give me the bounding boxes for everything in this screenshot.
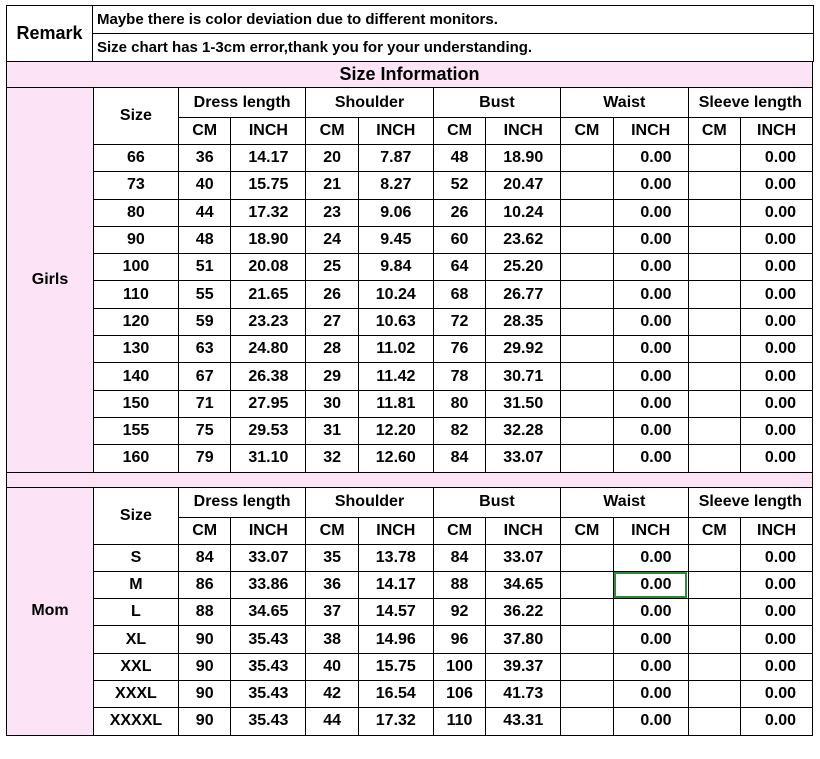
value-cell[interactable]: 24.80 bbox=[231, 336, 306, 363]
value-cell[interactable]: 21 bbox=[306, 172, 359, 199]
size-header: Size bbox=[93, 487, 178, 544]
group-header: Dress length bbox=[178, 88, 305, 118]
value-cell[interactable]: 32 bbox=[306, 445, 359, 472]
value-cell[interactable]: 72 bbox=[433, 308, 486, 335]
value-cell[interactable] bbox=[561, 254, 614, 281]
value-cell[interactable]: 100 bbox=[433, 653, 486, 680]
size-cell[interactable]: 120 bbox=[93, 308, 178, 335]
group-header: Shoulder bbox=[306, 88, 433, 118]
table-row bbox=[7, 199, 813, 226]
value-cell[interactable]: 0.00 bbox=[741, 653, 813, 680]
value-cell[interactable]: 9.84 bbox=[358, 254, 433, 281]
value-cell[interactable]: 96 bbox=[433, 626, 486, 653]
inch-header: INCH bbox=[741, 517, 813, 544]
size-cell[interactable]: 73 bbox=[93, 172, 178, 199]
value-cell[interactable]: 39.37 bbox=[486, 653, 561, 680]
size-cell[interactable]: 100 bbox=[93, 254, 178, 281]
cm-header: CM bbox=[433, 118, 486, 145]
value-cell[interactable]: 35.43 bbox=[231, 708, 306, 735]
table-row bbox=[7, 571, 813, 598]
table-row bbox=[7, 445, 813, 472]
table-row bbox=[7, 254, 813, 281]
value-cell[interactable]: 20.47 bbox=[486, 172, 561, 199]
value-cell[interactable]: 55 bbox=[178, 281, 231, 308]
cm-header: CM bbox=[688, 118, 741, 145]
value-cell[interactable] bbox=[688, 172, 741, 199]
value-cell[interactable] bbox=[688, 199, 741, 226]
value-cell[interactable]: 38 bbox=[306, 626, 359, 653]
value-cell[interactable] bbox=[688, 653, 741, 680]
value-cell[interactable] bbox=[688, 544, 741, 571]
inch-header: INCH bbox=[486, 517, 561, 544]
value-cell[interactable]: 18.90 bbox=[231, 226, 306, 253]
value-cell[interactable]: 7.87 bbox=[358, 145, 433, 172]
value-cell[interactable]: 80 bbox=[433, 390, 486, 417]
size-cell[interactable]: 140 bbox=[93, 363, 178, 390]
value-cell[interactable]: 11.42 bbox=[358, 363, 433, 390]
value-cell[interactable]: 23.62 bbox=[486, 226, 561, 253]
table-row bbox=[7, 363, 813, 390]
value-cell[interactable]: 0.00 bbox=[613, 681, 688, 708]
value-cell[interactable]: 35.43 bbox=[231, 653, 306, 680]
section-label-mom: Mom bbox=[7, 487, 94, 735]
value-cell[interactable]: 33.07 bbox=[486, 445, 561, 472]
value-cell[interactable]: 35.43 bbox=[231, 626, 306, 653]
value-cell[interactable]: 30.71 bbox=[486, 363, 561, 390]
value-cell[interactable]: 67 bbox=[178, 363, 231, 390]
value-cell[interactable] bbox=[688, 390, 741, 417]
value-cell[interactable]: 25 bbox=[306, 254, 359, 281]
value-cell[interactable]: 15.75 bbox=[358, 653, 433, 680]
value-cell[interactable] bbox=[688, 599, 741, 626]
value-cell[interactable] bbox=[561, 226, 614, 253]
value-cell[interactable]: 8.27 bbox=[358, 172, 433, 199]
value-cell[interactable]: 14.96 bbox=[358, 626, 433, 653]
value-cell[interactable]: 9.06 bbox=[358, 199, 433, 226]
value-cell[interactable] bbox=[561, 417, 614, 444]
value-cell[interactable]: 88 bbox=[178, 599, 231, 626]
value-cell[interactable]: 90 bbox=[178, 626, 231, 653]
value-cell[interactable]: 37 bbox=[306, 599, 359, 626]
value-cell[interactable]: 0.00 bbox=[741, 599, 813, 626]
value-cell[interactable]: 40 bbox=[306, 653, 359, 680]
value-cell[interactable]: 34.65 bbox=[231, 599, 306, 626]
value-cell[interactable]: 26.77 bbox=[486, 281, 561, 308]
value-cell[interactable]: 20.08 bbox=[231, 254, 306, 281]
value-cell[interactable]: 33.86 bbox=[231, 571, 306, 598]
value-cell[interactable]: 0.00 bbox=[741, 172, 813, 199]
value-cell[interactable] bbox=[561, 626, 614, 653]
size-chart-sheet bbox=[6, 5, 813, 736]
value-cell[interactable]: 0.00 bbox=[613, 308, 688, 335]
group-header: Dress length bbox=[178, 487, 305, 517]
size-cell[interactable]: XXXXL bbox=[93, 708, 178, 735]
value-cell[interactable]: 0.00 bbox=[613, 445, 688, 472]
value-cell[interactable] bbox=[561, 599, 614, 626]
value-cell[interactable]: 33.07 bbox=[231, 544, 306, 571]
value-cell[interactable]: 90 bbox=[178, 681, 231, 708]
value-cell[interactable]: 36.22 bbox=[486, 599, 561, 626]
size-cell[interactable]: M bbox=[93, 571, 178, 598]
value-cell[interactable]: 0.00 bbox=[741, 390, 813, 417]
value-cell[interactable] bbox=[688, 308, 741, 335]
value-cell[interactable]: 37.80 bbox=[486, 626, 561, 653]
value-cell[interactable]: 20 bbox=[306, 145, 359, 172]
value-cell[interactable] bbox=[561, 199, 614, 226]
value-cell[interactable]: 17.32 bbox=[231, 199, 306, 226]
size-cell[interactable]: 130 bbox=[93, 336, 178, 363]
value-cell[interactable]: 86 bbox=[178, 571, 231, 598]
value-cell[interactable]: 0.00 bbox=[613, 199, 688, 226]
value-cell[interactable]: 18.90 bbox=[486, 145, 561, 172]
value-cell[interactable]: 33.07 bbox=[486, 544, 561, 571]
section-gap bbox=[7, 472, 813, 487]
inch-header: INCH bbox=[613, 517, 688, 544]
value-cell[interactable] bbox=[561, 145, 614, 172]
value-cell[interactable] bbox=[561, 571, 614, 598]
value-cell[interactable]: 44 bbox=[306, 708, 359, 735]
size-cell[interactable]: 110 bbox=[93, 281, 178, 308]
value-cell[interactable]: 10.24 bbox=[486, 199, 561, 226]
value-cell[interactable]: 24 bbox=[306, 226, 359, 253]
value-cell[interactable] bbox=[688, 336, 741, 363]
value-cell[interactable]: 88 bbox=[433, 571, 486, 598]
value-cell[interactable]: 75 bbox=[178, 417, 231, 444]
inch-header: INCH bbox=[358, 118, 433, 145]
remark-table bbox=[6, 5, 814, 62]
value-cell[interactable]: 0.00 bbox=[613, 226, 688, 253]
value-cell[interactable]: 41.73 bbox=[486, 681, 561, 708]
value-cell[interactable]: 84 bbox=[433, 445, 486, 472]
value-cell[interactable]: 26.38 bbox=[231, 363, 306, 390]
size-header: Size bbox=[93, 88, 178, 145]
value-cell[interactable]: 0.00 bbox=[613, 599, 688, 626]
value-cell[interactable]: 0.00 bbox=[741, 417, 813, 444]
size-cell[interactable]: 66 bbox=[93, 145, 178, 172]
remark-label: Remark bbox=[7, 6, 93, 62]
value-cell[interactable]: 0.00 bbox=[741, 363, 813, 390]
value-cell[interactable]: 0.00 bbox=[613, 708, 688, 735]
value-cell[interactable]: 0.00 bbox=[613, 145, 688, 172]
value-cell[interactable]: 15.75 bbox=[231, 172, 306, 199]
value-cell[interactable]: 28 bbox=[306, 336, 359, 363]
value-cell[interactable]: 23 bbox=[306, 199, 359, 226]
value-cell[interactable]: 0.00 bbox=[613, 172, 688, 199]
value-cell[interactable]: 31.50 bbox=[486, 390, 561, 417]
value-cell[interactable]: 76 bbox=[433, 336, 486, 363]
value-cell[interactable]: 29.92 bbox=[486, 336, 561, 363]
value-cell[interactable]: 82 bbox=[433, 417, 486, 444]
value-cell[interactable]: 0.00 bbox=[613, 336, 688, 363]
value-cell[interactable]: 14.17 bbox=[358, 571, 433, 598]
value-cell[interactable]: 26 bbox=[306, 281, 359, 308]
value-cell[interactable]: 0.00 bbox=[613, 363, 688, 390]
inch-header: INCH bbox=[358, 517, 433, 544]
table-row bbox=[7, 390, 813, 417]
cm-header: CM bbox=[306, 118, 359, 145]
value-cell[interactable] bbox=[561, 390, 614, 417]
value-cell[interactable]: 0.00 bbox=[741, 708, 813, 735]
inch-header: INCH bbox=[231, 118, 306, 145]
column-header-row bbox=[7, 487, 813, 517]
value-cell[interactable]: 35.43 bbox=[231, 681, 306, 708]
table-row bbox=[7, 544, 813, 571]
value-cell[interactable] bbox=[561, 281, 614, 308]
value-cell[interactable] bbox=[688, 626, 741, 653]
value-cell[interactable]: 106 bbox=[433, 681, 486, 708]
value-cell[interactable]: 16.54 bbox=[358, 681, 433, 708]
value-cell[interactable]: 14.17 bbox=[231, 145, 306, 172]
cm-header: CM bbox=[688, 517, 741, 544]
value-cell[interactable] bbox=[561, 363, 614, 390]
value-cell[interactable]: 27.95 bbox=[231, 390, 306, 417]
value-cell[interactable]: 40 bbox=[178, 172, 231, 199]
value-cell[interactable]: 9.45 bbox=[358, 226, 433, 253]
value-cell[interactable]: 110 bbox=[433, 708, 486, 735]
value-cell[interactable] bbox=[688, 445, 741, 472]
value-cell[interactable]: 52 bbox=[433, 172, 486, 199]
value-cell[interactable]: 48 bbox=[178, 226, 231, 253]
remark-line-2: Size chart has 1-3cm error,thank you for your understanding. bbox=[93, 34, 814, 62]
value-cell[interactable]: 71 bbox=[178, 390, 231, 417]
size-information-table bbox=[6, 62, 813, 736]
remark-line-1: Maybe there is color deviation due to different monitors. bbox=[93, 6, 814, 34]
value-cell[interactable]: 29.53 bbox=[231, 417, 306, 444]
value-cell[interactable] bbox=[688, 363, 741, 390]
value-cell[interactable]: 43.31 bbox=[486, 708, 561, 735]
selected-cell[interactable]: 0.00 bbox=[613, 571, 688, 598]
value-cell[interactable]: 0.00 bbox=[613, 417, 688, 444]
value-cell[interactable]: 0.00 bbox=[613, 626, 688, 653]
group-header: Sleeve length bbox=[688, 487, 812, 517]
group-header: Bust bbox=[433, 88, 560, 118]
size-cell[interactable]: 80 bbox=[93, 199, 178, 226]
size-cell[interactable]: XL bbox=[93, 626, 178, 653]
value-cell[interactable]: 48 bbox=[433, 145, 486, 172]
group-header: Waist bbox=[561, 88, 688, 118]
value-cell[interactable]: 0.00 bbox=[741, 254, 813, 281]
value-cell[interactable]: 42 bbox=[306, 681, 359, 708]
value-cell[interactable]: 32.28 bbox=[486, 417, 561, 444]
value-cell[interactable]: 64 bbox=[433, 254, 486, 281]
value-cell[interactable] bbox=[561, 653, 614, 680]
cm-header: CM bbox=[178, 517, 231, 544]
inch-header: INCH bbox=[741, 118, 813, 145]
value-cell[interactable]: 29 bbox=[306, 363, 359, 390]
value-cell[interactable]: 0.00 bbox=[741, 145, 813, 172]
cm-header: CM bbox=[561, 517, 614, 544]
value-cell[interactable]: 13.78 bbox=[358, 544, 433, 571]
value-cell[interactable]: 14.57 bbox=[358, 599, 433, 626]
value-cell[interactable] bbox=[561, 708, 614, 735]
value-cell[interactable]: 84 bbox=[433, 544, 486, 571]
value-cell[interactable]: 68 bbox=[433, 281, 486, 308]
value-cell[interactable] bbox=[561, 681, 614, 708]
value-cell[interactable]: 23.23 bbox=[231, 308, 306, 335]
value-cell[interactable]: 17.32 bbox=[358, 708, 433, 735]
table-row bbox=[7, 417, 813, 444]
table-row bbox=[7, 336, 813, 363]
value-cell[interactable] bbox=[688, 226, 741, 253]
value-cell[interactable]: 26 bbox=[433, 199, 486, 226]
size-cell[interactable]: 90 bbox=[93, 226, 178, 253]
value-cell[interactable]: 60 bbox=[433, 226, 486, 253]
table-row bbox=[7, 226, 813, 253]
value-cell[interactable]: 44 bbox=[178, 199, 231, 226]
size-cell[interactable]: L bbox=[93, 599, 178, 626]
value-cell[interactable] bbox=[561, 172, 614, 199]
column-header-row bbox=[7, 88, 813, 118]
table-row bbox=[7, 626, 813, 653]
value-cell[interactable]: 30 bbox=[306, 390, 359, 417]
value-cell[interactable] bbox=[688, 708, 741, 735]
table-row bbox=[7, 681, 813, 708]
section-gap-cell bbox=[7, 472, 813, 487]
table-row bbox=[7, 145, 813, 172]
cm-header: CM bbox=[433, 517, 486, 544]
value-cell[interactable]: 28.35 bbox=[486, 308, 561, 335]
value-cell[interactable] bbox=[561, 336, 614, 363]
value-cell[interactable]: 79 bbox=[178, 445, 231, 472]
value-cell[interactable]: 34.65 bbox=[486, 571, 561, 598]
value-cell[interactable]: 25.20 bbox=[486, 254, 561, 281]
size-cell[interactable]: 150 bbox=[93, 390, 178, 417]
value-cell[interactable]: 36 bbox=[178, 145, 231, 172]
value-cell[interactable]: 0.00 bbox=[613, 390, 688, 417]
inch-header: INCH bbox=[231, 517, 306, 544]
table-row bbox=[7, 653, 813, 680]
value-cell[interactable]: 0.00 bbox=[613, 653, 688, 680]
value-cell[interactable] bbox=[561, 544, 614, 571]
table-row bbox=[7, 708, 813, 735]
value-cell[interactable]: 63 bbox=[178, 336, 231, 363]
value-cell[interactable]: 59 bbox=[178, 308, 231, 335]
value-cell[interactable] bbox=[688, 681, 741, 708]
value-cell[interactable]: 0.00 bbox=[741, 199, 813, 226]
cm-header: CM bbox=[561, 118, 614, 145]
table-row bbox=[7, 599, 813, 626]
value-cell[interactable] bbox=[688, 417, 741, 444]
value-cell[interactable]: 27 bbox=[306, 308, 359, 335]
value-cell[interactable]: 31.10 bbox=[231, 445, 306, 472]
value-cell[interactable]: 0.00 bbox=[613, 544, 688, 571]
group-header: Waist bbox=[561, 487, 688, 517]
inch-header: INCH bbox=[486, 118, 561, 145]
value-cell[interactable]: 84 bbox=[178, 544, 231, 571]
group-header: Shoulder bbox=[306, 487, 433, 517]
value-cell[interactable] bbox=[688, 571, 741, 598]
size-cell[interactable]: XXXL bbox=[93, 681, 178, 708]
value-cell[interactable]: 11.02 bbox=[358, 336, 433, 363]
table-row bbox=[7, 172, 813, 199]
value-cell[interactable]: 90 bbox=[178, 708, 231, 735]
value-cell[interactable]: 0.00 bbox=[741, 336, 813, 363]
value-cell[interactable]: 0.00 bbox=[741, 226, 813, 253]
value-cell[interactable]: 0.00 bbox=[741, 544, 813, 571]
group-header: Sleeve length bbox=[688, 88, 812, 118]
value-cell[interactable]: 0.00 bbox=[741, 626, 813, 653]
value-cell[interactable] bbox=[688, 145, 741, 172]
size-cell[interactable]: S bbox=[93, 544, 178, 571]
group-header: Bust bbox=[433, 487, 560, 517]
cm-header: CM bbox=[306, 517, 359, 544]
value-cell[interactable]: 12.60 bbox=[358, 445, 433, 472]
value-cell[interactable]: 10.24 bbox=[358, 281, 433, 308]
value-cell[interactable]: 11.81 bbox=[358, 390, 433, 417]
value-cell[interactable]: 90 bbox=[178, 653, 231, 680]
value-cell[interactable]: 36 bbox=[306, 571, 359, 598]
value-cell[interactable]: 35 bbox=[306, 544, 359, 571]
size-cell[interactable]: 160 bbox=[93, 445, 178, 472]
inch-header: INCH bbox=[613, 118, 688, 145]
value-cell[interactable]: 92 bbox=[433, 599, 486, 626]
value-cell[interactable]: 0.00 bbox=[741, 681, 813, 708]
value-cell[interactable]: 10.63 bbox=[358, 308, 433, 335]
value-cell[interactable]: 0.00 bbox=[613, 281, 688, 308]
value-cell[interactable]: 0.00 bbox=[613, 254, 688, 281]
value-cell[interactable] bbox=[688, 281, 741, 308]
size-information-title: Size Information bbox=[7, 62, 813, 88]
value-cell[interactable] bbox=[561, 445, 614, 472]
size-cell[interactable]: 155 bbox=[93, 417, 178, 444]
table-row bbox=[7, 281, 813, 308]
section-label-girls: Girls bbox=[7, 88, 94, 473]
value-cell[interactable]: 0.00 bbox=[741, 571, 813, 598]
value-cell[interactable] bbox=[688, 254, 741, 281]
value-cell[interactable] bbox=[561, 308, 614, 335]
value-cell[interactable]: 21.65 bbox=[231, 281, 306, 308]
size-cell[interactable]: XXL bbox=[93, 653, 178, 680]
value-cell[interactable]: 31 bbox=[306, 417, 359, 444]
table-row bbox=[7, 308, 813, 335]
value-cell[interactable]: 0.00 bbox=[741, 445, 813, 472]
value-cell[interactable]: 0.00 bbox=[741, 308, 813, 335]
value-cell[interactable]: 12.20 bbox=[358, 417, 433, 444]
value-cell[interactable]: 0.00 bbox=[741, 281, 813, 308]
cm-header: CM bbox=[178, 118, 231, 145]
value-cell[interactable]: 78 bbox=[433, 363, 486, 390]
value-cell[interactable]: 51 bbox=[178, 254, 231, 281]
